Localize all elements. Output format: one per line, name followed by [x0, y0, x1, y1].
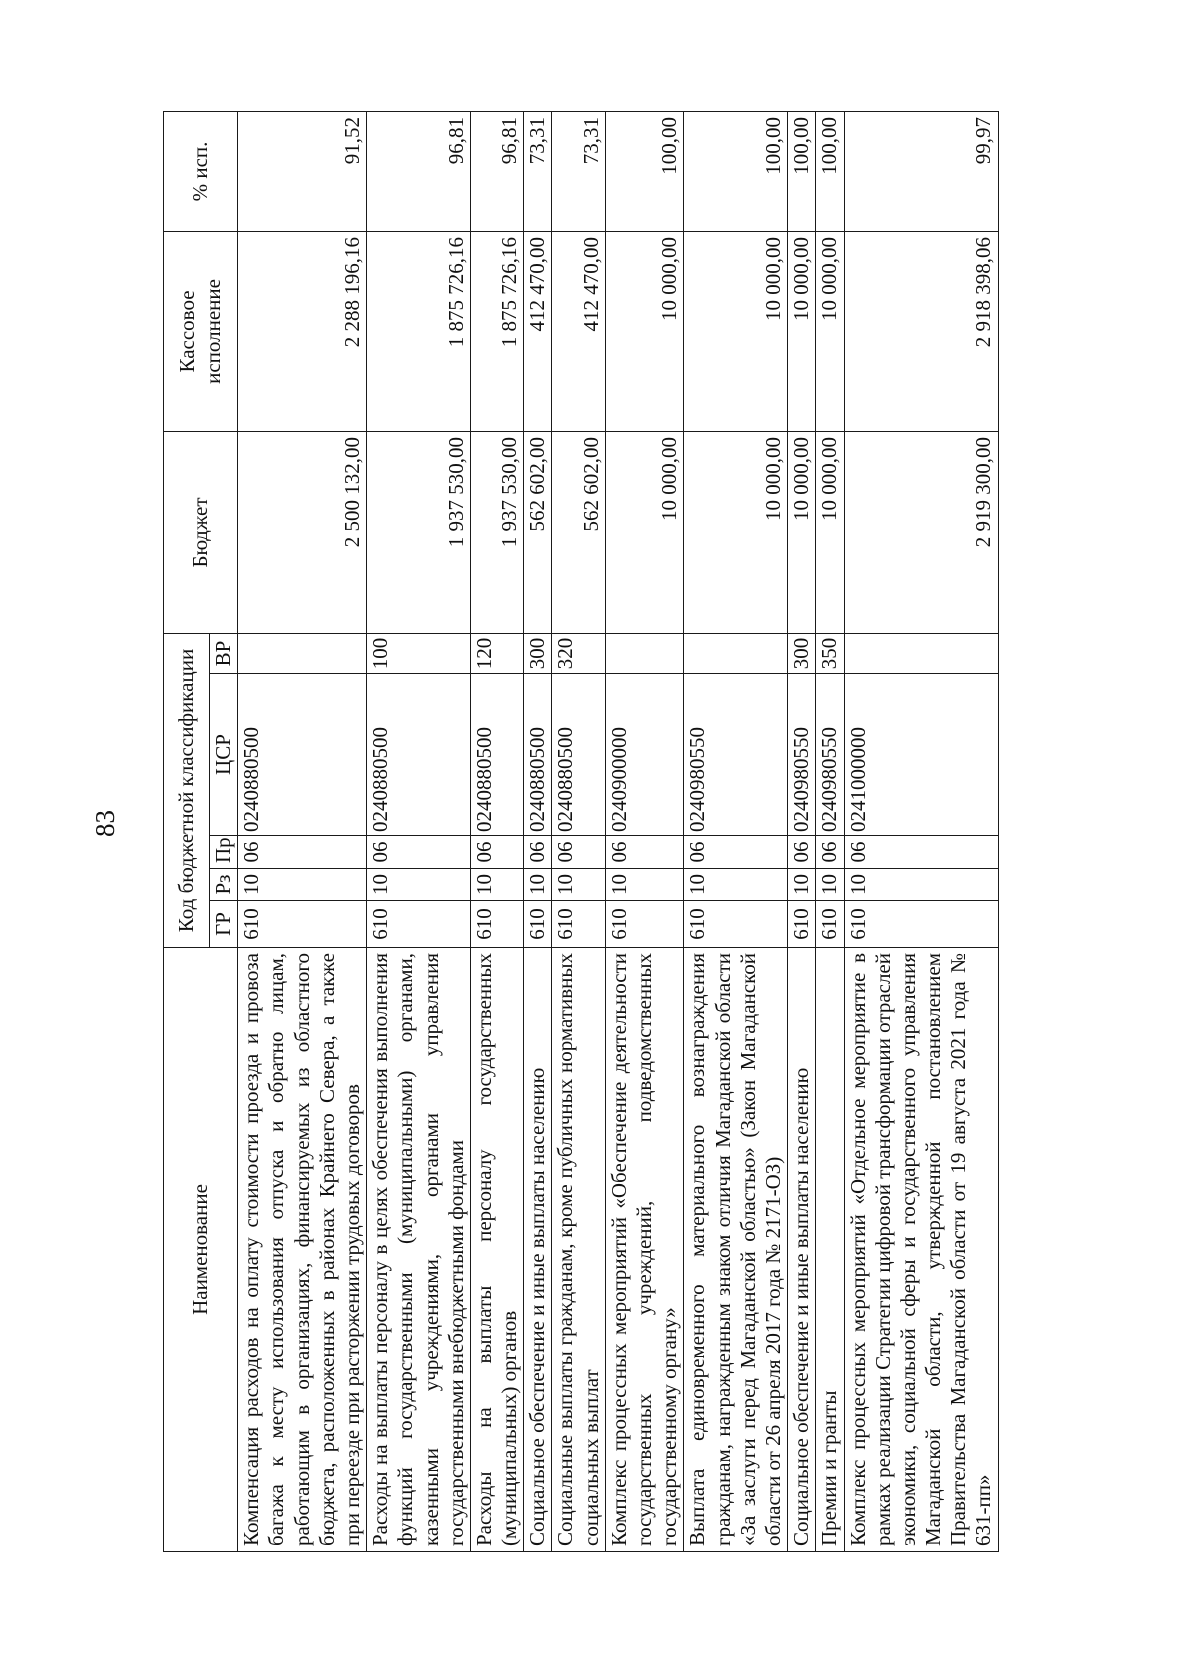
row-vr: [684, 633, 788, 673]
row-vr: 350: [816, 633, 844, 673]
row-rz: 10: [788, 869, 816, 901]
header-vr: ВР: [210, 633, 238, 673]
row-pr: 06: [844, 836, 998, 869]
row-pct: 73,31: [552, 111, 605, 231]
row-rz: 10: [238, 869, 367, 901]
row-pct: 100,00: [788, 111, 816, 231]
table-row: [684, 111, 788, 1551]
row-pct: 91,52: [238, 111, 367, 231]
row-csr: 0241000000: [844, 674, 998, 836]
row-budget: 562 602,00: [524, 431, 552, 633]
row-budget: 10 000,00: [816, 431, 844, 633]
row-rz: 10: [684, 869, 788, 901]
header-csr: ЦСР: [210, 674, 238, 836]
header-name: Наименование: [164, 948, 238, 1552]
row-cash: 10 000,00: [684, 231, 788, 431]
row-rz: 10: [470, 869, 523, 901]
row-pct: 99,97: [844, 111, 998, 231]
table-row: [367, 111, 471, 1551]
row-name: Социальное обеспечение и иные выплаты населению: [788, 948, 816, 1552]
row-budget: 1 937 530,00: [367, 431, 471, 633]
row-pct: 96,81: [367, 111, 471, 231]
row-gr: 610: [524, 901, 552, 948]
row-pr: 06: [788, 836, 816, 869]
row-rz: 10: [367, 869, 471, 901]
row-pr: 06: [605, 836, 684, 869]
header-gr: ГР: [210, 901, 238, 948]
row-name: Комплекс процессных мероприятий «Обеспечение деятельности государственных учреждений, подведомственных государственному органу»: [605, 948, 684, 1552]
row-budget: 10 000,00: [605, 431, 684, 633]
table-row: [605, 111, 684, 1551]
row-name: Социальное обеспечение и иные выплаты населению: [524, 948, 552, 1552]
row-csr: 0240980550: [684, 674, 788, 836]
row-pr: 06: [816, 836, 844, 869]
row-pct: 96,81: [470, 111, 523, 231]
header-code-group: Код бюджетной классификации: [164, 633, 210, 947]
row-name: Социальные выплаты гражданам, кроме публичных нормативных социальных выплат: [552, 948, 605, 1552]
row-gr: 610: [470, 901, 523, 948]
row-gr: 610: [552, 901, 605, 948]
row-rz: 10: [552, 869, 605, 901]
rotated-table-wrapper: [163, 112, 1048, 1552]
table-row: [552, 111, 605, 1551]
row-pr: 06: [684, 836, 788, 869]
row-budget: 10 000,00: [788, 431, 816, 633]
table-row: [788, 111, 816, 1551]
row-rz: 10: [524, 869, 552, 901]
row-cash: 412 470,00: [524, 231, 552, 431]
row-pr: 06: [367, 836, 471, 869]
header-pr: Пр: [210, 836, 238, 869]
row-cash: 1 875 726,16: [470, 231, 523, 431]
row-csr: 0240880500: [238, 674, 367, 836]
row-budget: 1 937 530,00: [470, 431, 523, 633]
row-cash: 2 918 398,06: [844, 231, 998, 431]
row-pr: 06: [524, 836, 552, 869]
table-row: [844, 111, 998, 1551]
header-budget: Бюджет: [164, 431, 238, 633]
row-pr: 06: [238, 836, 367, 869]
row-cash: 10 000,00: [816, 231, 844, 431]
row-vr: 320: [552, 633, 605, 673]
row-gr: 610: [367, 901, 471, 948]
row-rz: 10: [844, 869, 998, 901]
row-name: Выплата единовременного материального вознаграждения гражданам, награжденным знаком отличия Магаданской области «За заслуги перед Магаданской областью» (Закон Магаданской области от 26 апреля 2017 года № 2171-ОЗ): [684, 948, 788, 1552]
row-gr: 610: [788, 901, 816, 948]
table-row: [470, 111, 523, 1551]
row-vr: 120: [470, 633, 523, 673]
budget-table: [163, 111, 999, 1552]
row-vr: [238, 633, 367, 673]
row-vr: 300: [524, 633, 552, 673]
row-vr: 100: [367, 633, 471, 673]
table-row: [524, 111, 552, 1551]
row-csr: 0240980550: [788, 674, 816, 836]
row-pr: 06: [470, 836, 523, 869]
row-budget: 562 602,00: [552, 431, 605, 633]
row-cash: 2 288 196,16: [238, 231, 367, 431]
row-csr: 0240980550: [816, 674, 844, 836]
row-cash: 1 875 726,16: [367, 231, 471, 431]
row-vr: 300: [788, 633, 816, 673]
row-pct: 100,00: [605, 111, 684, 231]
table-row: [238, 111, 367, 1551]
row-name: Расходы на выплаты персоналу государственных (муниципальных) органов: [470, 948, 523, 1552]
row-name: Комплекс процессных мероприятий «Отдельное мероприятие в рамках реализации Стратегии цифровой трансформации отраслей экономики, социальной сферы и государственного управления Магаданской области, утвержденной постановлением Правительства Магаданской области от 19 августа 2021 года № 631-пп»: [844, 948, 998, 1552]
header-cash: Кассовое исполнение: [164, 231, 238, 431]
row-name: Премии и гранты: [816, 948, 844, 1552]
row-budget: 2 500 132,00: [238, 431, 367, 633]
row-rz: 10: [816, 869, 844, 901]
table-row: [816, 111, 844, 1551]
row-cash: 10 000,00: [605, 231, 684, 431]
row-name: Компенсация расходов на оплату стоимости проезда и провоза багажа к месту использования отпуска и обратно лицам, работающим в организациях, финансируемых из областного бюджета, расположенных в районах Крайнего Севера, а также при переезде при расторжении трудовых договоров: [238, 948, 367, 1552]
page-number: 83: [90, 810, 120, 837]
row-vr: [605, 633, 684, 673]
row-gr: 610: [844, 901, 998, 948]
header-pct: % исп.: [164, 111, 238, 231]
row-gr: 610: [684, 901, 788, 948]
row-pr: 06: [552, 836, 605, 869]
row-pct: 73,31: [524, 111, 552, 231]
row-csr: 0240900000: [605, 674, 684, 836]
header-rz: Рз: [210, 869, 238, 901]
row-csr: 0240880500: [524, 674, 552, 836]
row-cash: 412 470,00: [552, 231, 605, 431]
row-gr: 610: [605, 901, 684, 948]
row-csr: 0240880500: [552, 674, 605, 836]
row-name: Расходы на выплаты персоналу в целях обеспечения выполнения функций государственными (муниципальными) органами, казенными учреждениями, органами управления государственными внебюджетными фондами: [367, 948, 471, 1552]
row-csr: 0240880500: [367, 674, 471, 836]
row-gr: 610: [238, 901, 367, 948]
row-pct: 100,00: [684, 111, 788, 231]
row-budget: 2 919 300,00: [844, 431, 998, 633]
row-cash: 10 000,00: [788, 231, 816, 431]
row-budget: 10 000,00: [684, 431, 788, 633]
row-rz: 10: [605, 869, 684, 901]
row-vr: [844, 633, 998, 673]
row-gr: 610: [816, 901, 844, 948]
row-csr: 0240880500: [470, 674, 523, 836]
row-pct: 100,00: [816, 111, 844, 231]
